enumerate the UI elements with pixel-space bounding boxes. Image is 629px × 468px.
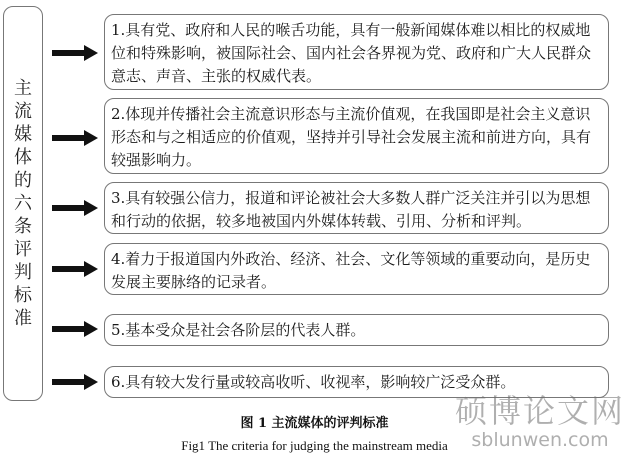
criterion-box-4: 4.着力于报道国内外政治、经济、社会、文化等领域的重要动向，是历史发展主要脉络的记录者。 xyxy=(104,243,609,295)
criteria-title: 主流媒体的六条评判标准 xyxy=(14,78,32,329)
arrow-icon xyxy=(52,261,98,277)
arrow-icon xyxy=(52,130,98,146)
criterion-box-1: 1.具有党、政府和人民的喉舌功能，具有一般新闻媒体难以相比的权威地位和特殊影响，被国际社会、国内社会各界视为党、政府和广大人民群众意志、声音、主张的权威代表。 xyxy=(104,14,609,90)
watermark-sub: sblunwen.com xyxy=(471,429,609,451)
arrow-icon xyxy=(52,321,98,337)
figure-caption-en: Fig1 The criteria for judging the mainstream media xyxy=(181,438,448,453)
criterion-box-6: 6.具有较大发行量或较高收听、收视率，影响较广泛受众群。 xyxy=(104,366,609,398)
watermark xyxy=(455,393,625,451)
arrow-icon xyxy=(52,45,98,61)
criterion-box-5: 5.基本受众是社会各阶层的代表人群。 xyxy=(104,314,609,346)
arrow-icon xyxy=(52,374,98,390)
watermark-main: 硕博论文网 xyxy=(455,392,626,430)
criteria-title-box xyxy=(3,6,43,401)
figure-caption-cn: 图 1 主流媒体的评判标准 xyxy=(240,416,389,431)
criterion-box-2: 2.体现并传播社会主流意识形态与主流价值观，在我国即是社会主义意识形态和与之相适应的价值观，坚持并引导社会发展主流和前进方向，具有较强影响力。 xyxy=(104,98,609,174)
arrow-icon xyxy=(52,200,98,216)
criterion-box-3: 3.具有较强公信力，报道和评论被社会大多数人群广泛关注并引以为思想和行动的依据，较多地被国内外媒体转载、引用、分析和评判。 xyxy=(104,182,609,234)
